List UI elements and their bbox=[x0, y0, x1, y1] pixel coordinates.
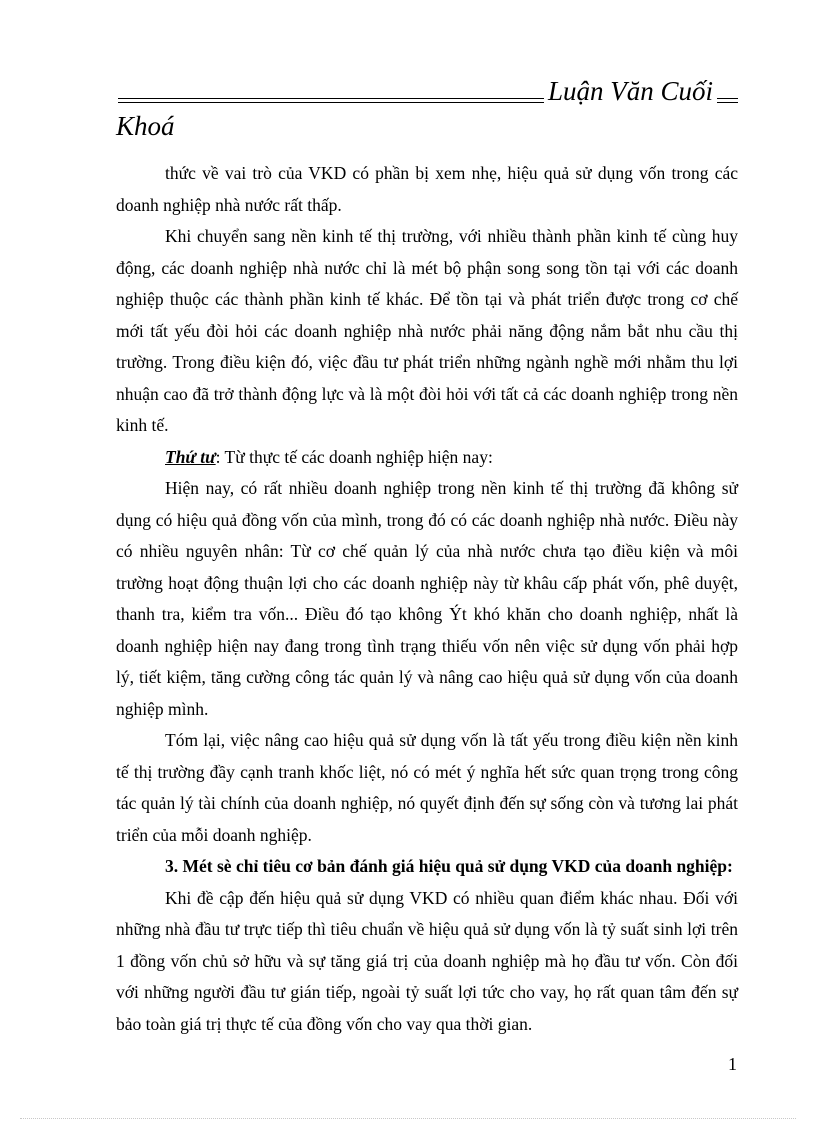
paragraph-1: thức về vai trò của VKD có phần bị xem nhẹ, hiệu quả sử dụng vốn trong các doanh nghiệp nhà nước rất thấp. bbox=[116, 163, 738, 215]
paragraph-6: Khi đề cập đến hiệu quả sử dụng VKD có nhiều quan điểm khác nhau. Đối với những nhà đầu tư trực tiếp thì tiêu chuẩn về hiệu quả sử dụng vốn là tỷ suất sinh lợi trên 1 đồng vốn chủ sở hữu và sự tăng giá trị của doanh nghiệp mà họ đầu tư vốn. Còn đối với những người đầu tư gián tiếp, ngoài tỷ suất lợi tức cho vay, họ rất quan tâm đến sự bảo toàn giá trị thực tế của đồng vốn cho vay qua thời gian. bbox=[116, 887, 738, 1034]
paragraph-4: Hiện nay, có rất nhiều doanh nghiệp trong nền kinh tế thị trường đã không sử dụng có hiệu quả đồng vốn của mình, trong đó có các doanh nghiệp nhà nước. Điều này có nhiều nguyên nhân: Từ cơ chế quản lý của nhà nước chưa tạo điều kiện và môi trường hoạt động thuận lợi cho các doanh nghiệp này từ khâu cấp phát vốn, phê duyệt, thanh tra, kiểm tra vốn... Điều đó tạo không Ýt khó khăn cho doanh nghiệp, nhất là doanh nghiệp hiện nay đang trong tình trạng thiếu vốn nên việc sử dụng vốn phải hợp lý, tiết kiệm, tăng cường công tác quản lý và nâng cao hiệu quả sử dụng vốn của doanh nghiệp mình. bbox=[116, 478, 738, 719]
page-number: 1 bbox=[728, 1054, 737, 1074]
footer-divider bbox=[20, 1118, 796, 1119]
header-title: Luận Văn Cuối bbox=[544, 78, 717, 105]
document-body bbox=[116, 158, 738, 1040]
paragraph-3 bbox=[116, 442, 738, 474]
paragraph-3-label: Thứ tư bbox=[165, 446, 216, 467]
section-heading-3: 3. Mét sè chỉ tiêu cơ bản đánh giá hiệu quả sử dụng VKD của doanh nghiệp: bbox=[165, 856, 733, 876]
header-title-continuation: Khoá bbox=[116, 111, 175, 141]
paragraph-2: Khi chuyển sang nền kinh tế thị trường, với nhiều thành phần kinh tế cùng huy động, các doanh nghiệp nhà nước chỉ là mét bộ phận song song tồn tại với các doanh nghiệp thuộc các thành phần kinh tế khác. Để tồn tại và phát triển được trong cơ chế mới tất yếu đòi hỏi các doanh nghiệp nhà nước phải năng động nắm bắt nhu cầu thị trường. Trong điều kiện đó, việc đầu tư phát triển những ngành nghề mới nhằm thu lợi nhuận cao đã trở thành động lực và là một đòi hỏi với tất cả các doanh nghiệp trong nền kinh tế. bbox=[116, 226, 738, 435]
paragraph-3-text: : Từ thực tế các doanh nghiệp hiện nay: bbox=[215, 446, 493, 467]
paragraph-5: Tóm lại, việc nâng cao hiệu quả sử dụng vốn là tất yếu trong điều kiện nền kinh tế thị trường đầy cạnh tranh khốc liệt, nó có mét ý nghĩa hết sức quan trọng trong công tác quản lý tài chính của doanh nghiệp, nó quyết định đến sự sống còn và tương lai phát triển của mỗi doanh nghiệp. bbox=[116, 730, 738, 845]
